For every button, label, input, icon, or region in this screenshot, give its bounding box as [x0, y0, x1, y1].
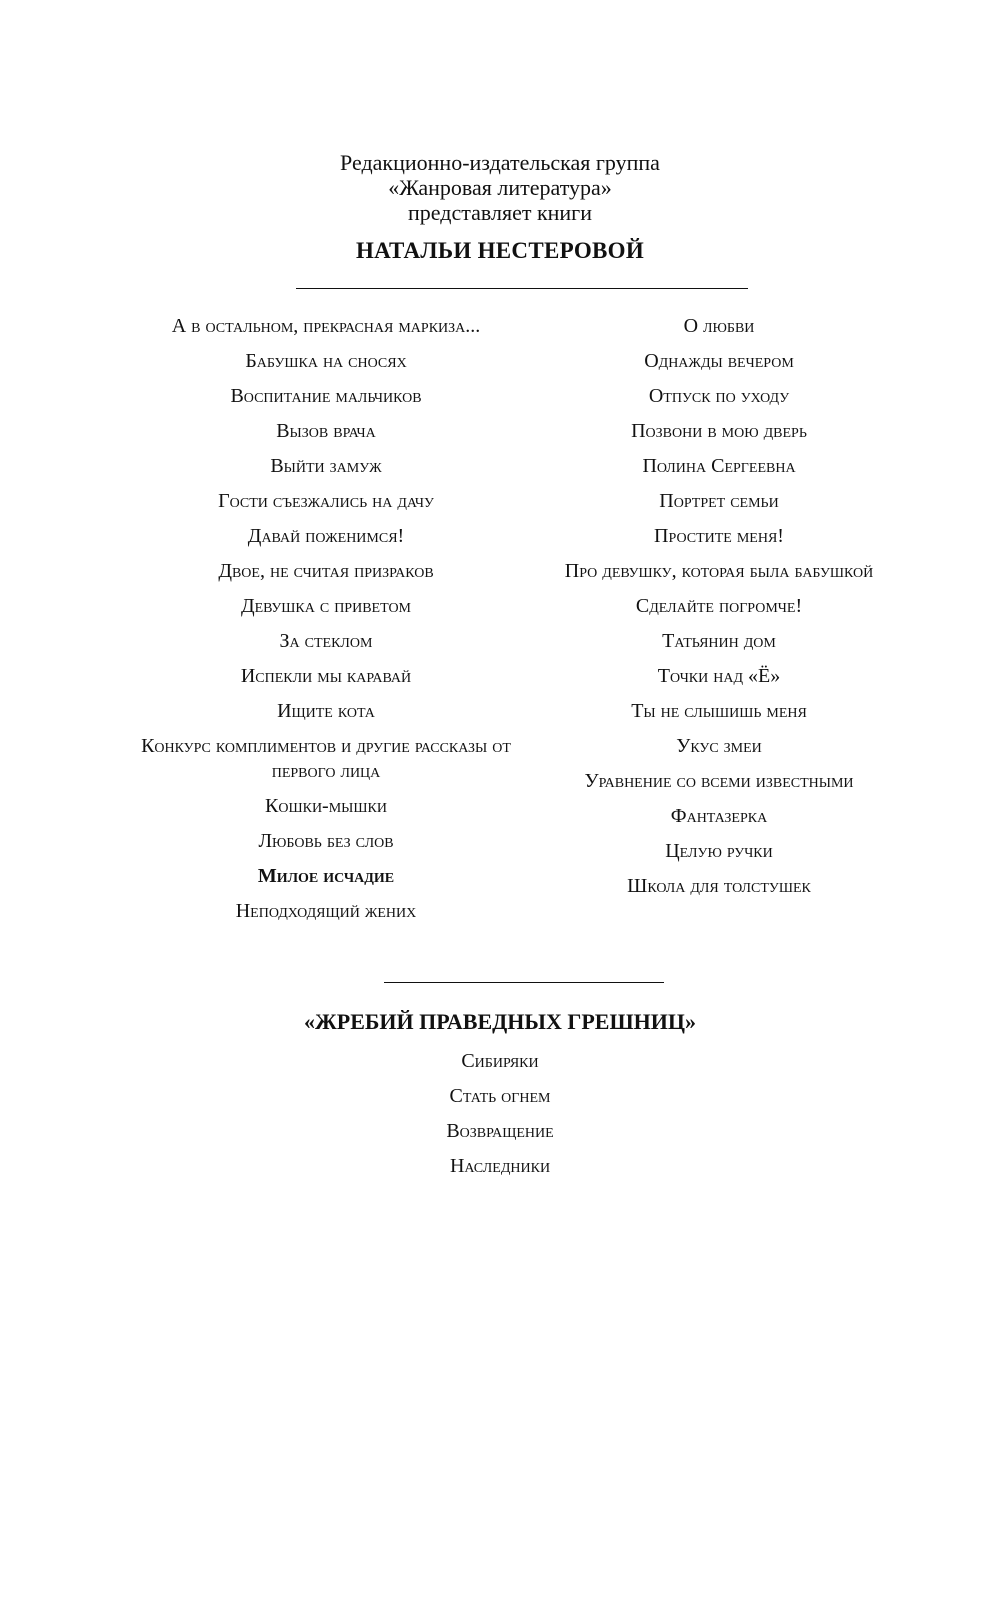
book-title: А в остальном, прекрасная маркиза... [171, 315, 481, 337]
book-title: Гости съезжались на дачу [218, 490, 434, 512]
series-book-title: Возвращение [446, 1120, 554, 1142]
author-heading: НАТАЛЬИ НЕСТЕРОВОЙ [355, 238, 645, 263]
book-title: Однажды вечером [644, 350, 794, 372]
book-title: Целую ручки [665, 840, 773, 862]
book-title: Давай поженимся! [247, 525, 405, 547]
series-book-title: Стать огнем [449, 1085, 551, 1107]
book-title: Уравнение со всеми известными [584, 770, 854, 792]
book-title: Позвони в мою дверь [631, 420, 807, 442]
book-title: Укус змеи [676, 735, 762, 757]
book-title: Неподходящий жених [235, 900, 417, 922]
book-title: Сделайте погромче! [635, 595, 803, 617]
middle-divider [384, 982, 664, 983]
book-list-right [519, 314, 919, 909]
book-list-left [126, 314, 526, 934]
book-title: Милое исчадие [257, 865, 395, 887]
book-title: Про девушку, которая была бабушкой [564, 560, 874, 582]
series-book-title: Наследники [449, 1155, 551, 1177]
top-divider [296, 288, 748, 289]
publisher-line-3: представляет книги [408, 200, 592, 225]
book-title: Татьянин дом [662, 630, 776, 652]
book-title: Кошки-мышки [265, 795, 387, 817]
book-title: Простите меня! [654, 525, 784, 547]
publisher-block [0, 150, 1000, 225]
series-book-list [0, 1049, 1000, 1189]
book-title: Девушка с приветом [240, 595, 412, 617]
book-title: Портрет семьи [659, 490, 779, 512]
book-title: Точки над «Ё» [657, 665, 781, 687]
series-book-title: Сибиряки [461, 1050, 539, 1072]
series-title: «ЖРЕБИЙ ПРАВЕДНЫХ ГРЕШНИЦ» [304, 1009, 696, 1034]
book-title: Воспитание мальчиков [230, 385, 422, 407]
book-title: Полина Сергеевна [642, 455, 796, 477]
book-title: За стеклом [279, 630, 373, 652]
book-title: Отпуск по уходу [648, 385, 790, 407]
book-title: Бабушка на сносях [245, 350, 407, 372]
publisher-line-1: Редакционно-издательская группа [340, 150, 660, 175]
book-title: Ты не слышишь меня [631, 700, 807, 722]
book-title: Выйти замуж [270, 455, 382, 477]
book-title: Школа для толстушек [627, 875, 811, 897]
book-title: Любовь без слов [258, 830, 394, 852]
book-title: Ищите кота [277, 700, 375, 722]
book-title: Вызов врача [276, 420, 376, 442]
book-title: Испекли мы каравай [240, 665, 412, 687]
publisher-line-2: «Жанровая литература» [388, 175, 612, 200]
book-title: Двое, не считая призраков [218, 560, 434, 582]
book-title: Фантазерка [670, 805, 768, 827]
book-title: О любви [683, 315, 755, 337]
book-title: Конкурс комплиментов и другие рассказы от первого лица [141, 735, 511, 782]
